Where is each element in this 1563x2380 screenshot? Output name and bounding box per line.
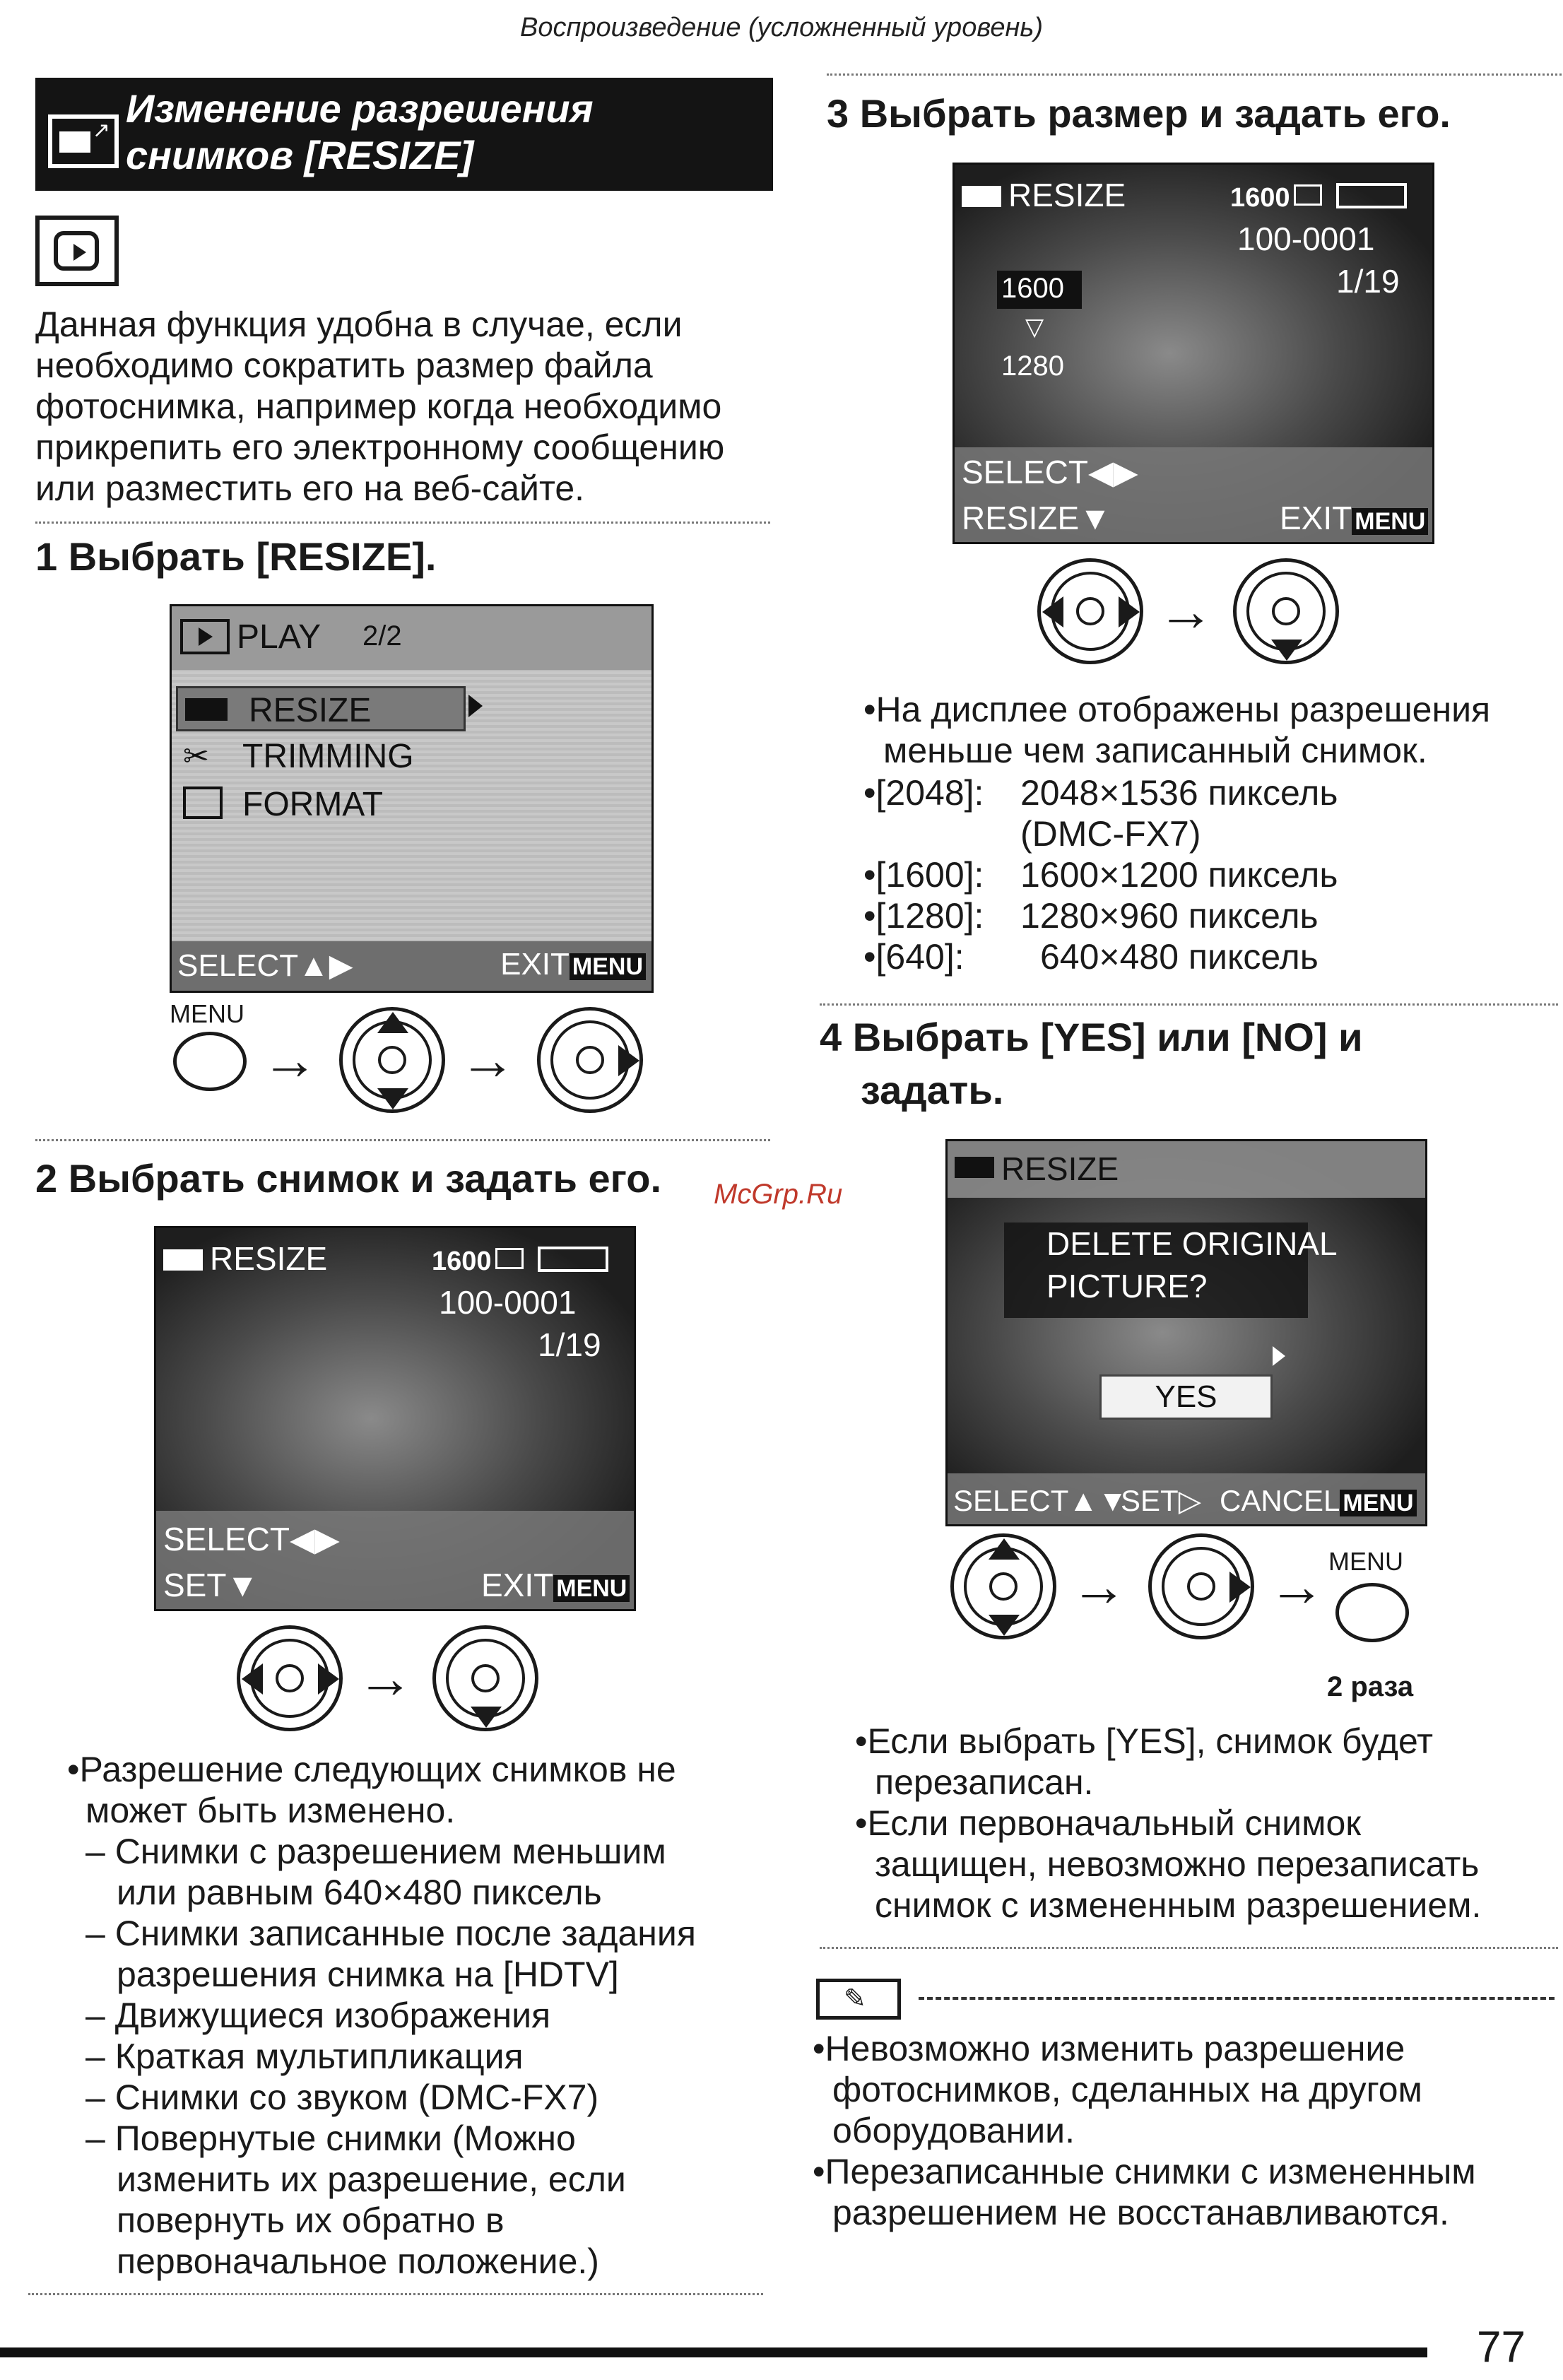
step2-heading: 2 Выбрать снимок и задать его. xyxy=(35,1156,662,1201)
screen-exit-hint: EXIT MENU xyxy=(1280,500,1428,537)
size-option-1600[interactable]: 1600 xyxy=(1001,273,1064,304)
screen-select-hint: SELECT◀▶ xyxy=(962,454,1138,490)
arrow-right-icon: → xyxy=(1070,1555,1127,1618)
screen-set-hint: SET▷ xyxy=(1121,1484,1201,1517)
resize-icon xyxy=(185,698,228,721)
divider xyxy=(820,1947,1558,1949)
step4-camera-screen: RESIZE DELETE ORIGINAL PICTURE? YES SELECT▲▼ SET▷ CANCEL MENU xyxy=(945,1139,1427,1526)
up-arrow-icon xyxy=(989,1538,1020,1560)
divider xyxy=(35,1139,770,1141)
watermark: McGrp.Ru xyxy=(714,1179,843,1210)
cursor-dial-leftright[interactable] xyxy=(237,1625,343,1731)
left-arrow-icon xyxy=(242,1663,263,1695)
menu-item-resize[interactable]: RESIZE xyxy=(176,686,466,731)
divider xyxy=(35,522,770,524)
dialog-question-line1: DELETE ORIGINAL xyxy=(1046,1225,1338,1262)
arrow-right-icon: → xyxy=(261,1028,318,1091)
menu-button-label: MENU xyxy=(170,999,244,1028)
screen-set-hint: SET▼ xyxy=(163,1567,259,1603)
press-twice-label: 2 раза xyxy=(1327,1671,1414,1702)
resize-icon: ↗ xyxy=(48,114,119,168)
step1-heading: 1 Выбрать [RESIZE]. xyxy=(35,534,437,579)
right-arrow-icon xyxy=(318,1663,339,1695)
play-icon xyxy=(180,619,230,654)
resize-icon xyxy=(955,1157,994,1178)
step3-camera-screen: RESIZE 1600 100-0001 1/19 1600 ▽ 1280 SELECT◀▶ RESIZE▼ EXIT MENU xyxy=(952,163,1434,544)
section-title-line2: снимков [RESIZE] xyxy=(126,133,474,177)
menu-page: 2/2 xyxy=(362,620,402,652)
section-title-bar xyxy=(35,78,773,191)
format-icon xyxy=(183,787,223,819)
dialog-question-line2: PICTURE? xyxy=(1046,1268,1208,1304)
menu-button[interactable] xyxy=(173,1032,247,1091)
step2-camera-screen: RESIZE 1600 100-0001 1/19 SELECT◀▶ SET▼ EXIT MENU xyxy=(154,1226,636,1611)
running-head: Воспроизведение (усложненный уровень) xyxy=(519,13,1044,42)
cursor-dial-updown[interactable] xyxy=(339,1007,445,1113)
step4-heading-line1: 4 Выбрать [YES] или [NO] и xyxy=(820,1015,1363,1059)
menu-exit-hint: EXIT MENU xyxy=(500,947,646,982)
step4-notes: •Если выбрать [YES], снимок будет перезаписан. •Если первоначальный снимок защищен, невозможно перезаписать снимок с измененным разрешением. xyxy=(855,1721,1482,1925)
note-icon: ✎ xyxy=(816,1979,901,2020)
divider xyxy=(28,2293,763,2295)
resize-icon xyxy=(163,1249,203,1271)
down-arrow-icon xyxy=(471,1707,502,1728)
down-arrow-icon: ▽ xyxy=(1025,314,1044,341)
cursor-dial-right[interactable] xyxy=(1148,1533,1254,1639)
step1-menu-screen xyxy=(170,604,654,993)
up-arrow-icon xyxy=(377,1012,408,1033)
menu-title: PLAY xyxy=(237,618,322,656)
cursor-dial-right[interactable] xyxy=(537,1007,643,1113)
menu-item-format[interactable]: FORMAT xyxy=(242,786,384,823)
option-cursor-icon xyxy=(1273,1346,1285,1366)
section-title-line1: Изменение разрешения xyxy=(126,86,594,131)
battery-icon xyxy=(538,1247,608,1272)
step3-notes: •На дисплее отображены разрешения меньше чем записанный снимок. xyxy=(863,690,1491,770)
arrow-right-icon: → xyxy=(459,1028,516,1091)
size-option-1280[interactable]: 1280 xyxy=(1001,350,1064,382)
divider xyxy=(820,1003,1558,1006)
scissors-icon: ✂ xyxy=(183,739,209,774)
arrow-right-icon: → xyxy=(357,1646,413,1709)
screen-exit-hint: EXIT MENU xyxy=(481,1567,630,1604)
page-number: 77 xyxy=(1477,2323,1526,2372)
screen-select-hint: SELECT◀▶ xyxy=(163,1521,340,1557)
footer-rule xyxy=(0,2347,1427,2357)
submenu-arrow-icon xyxy=(468,695,483,717)
note-divider xyxy=(919,1997,1555,2000)
playback-mode-icon xyxy=(35,216,119,286)
down-arrow-icon xyxy=(989,1615,1020,1636)
quality-icon xyxy=(495,1248,524,1269)
screen-resize-hint: RESIZE▼ xyxy=(962,500,1111,536)
step3-heading: 3 Выбрать размер и задать его. xyxy=(827,91,1451,136)
intro-paragraph: Данная функция удобна в случае, если необходимо сократить размер файла фотоснимка, например когда необходимо прикрепить его электронному сообщению или разместить его на веб-сайте. xyxy=(35,305,725,508)
down-arrow-icon xyxy=(1271,640,1302,661)
right-arrow-icon xyxy=(618,1045,639,1076)
note-text: •Невозможно изменить разрешение фотоснимков, сделанных на другом оборудовании. •Перезаписанные снимки с измененным разрешением не восстанавливаются. xyxy=(813,2029,1476,2232)
battery-icon xyxy=(1336,183,1407,208)
step2-notes: •Разрешение следующих снимков не может быть изменено. – Снимки с разрешением меньшим или равным 640×480 пиксель – Снимки записанные после задания разрешения снимка на [HDTV] – Движущиеся изображения – Краткая мультипликация – Снимки со звуком (DMC-FX7) – Повернутые снимки (Можно изменить их разрешение, если повернуть их обратно в первоначальное положение.) xyxy=(67,1750,696,2281)
left-arrow-icon xyxy=(1042,596,1063,628)
cursor-dial-updown[interactable] xyxy=(950,1533,1056,1639)
screen-cancel-hint: CANCEL MENU xyxy=(1220,1483,1417,1519)
yes-option[interactable]: YES xyxy=(1099,1374,1273,1420)
divider xyxy=(827,73,1562,76)
cursor-dial-down[interactable] xyxy=(1233,558,1339,664)
arrow-right-icon: → xyxy=(1157,579,1214,642)
cursor-dial-leftright[interactable] xyxy=(1037,558,1143,664)
screen-select-hint: SELECT▲▼ xyxy=(953,1484,1128,1517)
right-arrow-icon xyxy=(1119,596,1140,628)
menu-select-hint: SELECT▲▶ xyxy=(177,948,353,983)
cursor-dial-down[interactable] xyxy=(432,1625,538,1731)
menu-button[interactable] xyxy=(1335,1583,1409,1642)
menu-item-trimming[interactable]: TRIMMING xyxy=(242,738,414,775)
arrow-right-icon: → xyxy=(1268,1555,1325,1618)
step3-size-list: •[2048]: 2048×1536 пиксель (DMC-FX7) •[1600]: 1600×1200 пиксель •[1280]: 1280×960 пиксель •[640]: 640×480 пиксель xyxy=(863,773,1338,977)
quality-icon xyxy=(1294,184,1322,206)
right-arrow-icon xyxy=(1229,1572,1251,1603)
step4-heading-line2: задать. xyxy=(861,1068,1004,1112)
down-arrow-icon xyxy=(377,1088,408,1109)
resize-icon xyxy=(962,186,1001,207)
menu-button-label: MENU xyxy=(1328,1547,1403,1576)
